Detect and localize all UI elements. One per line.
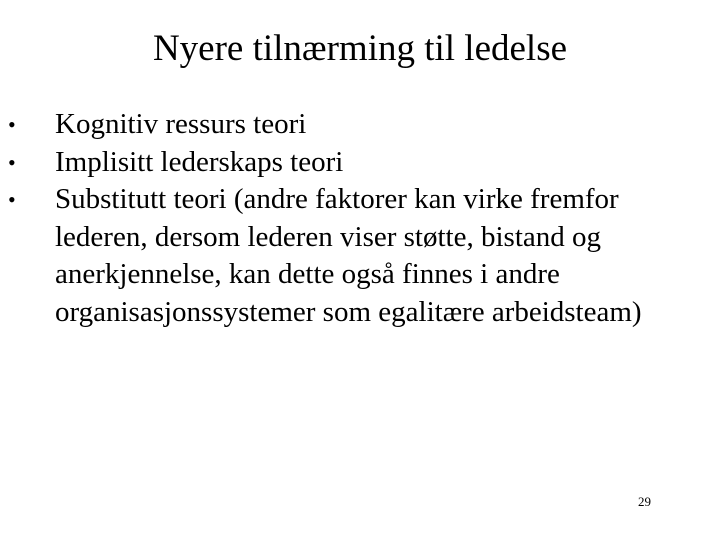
bullet-dot-icon: • — [8, 149, 16, 175]
bullet-item — [0, 144, 710, 182]
bullet-list — [0, 106, 710, 331]
bullet-text: Substitutt teori (andre faktorer kan virke fremfor lederen, dersom lederen viser støtte, bistand og anerkjennelse, kan dette også finnes i andre organisasjonssystemer som egalitære arbeidsteam) — [55, 183, 642, 328]
bullet-dot-icon: • — [8, 112, 16, 137]
page-number: 29 — [638, 494, 651, 509]
slide-title: Nyere tilnærming til ledelse — [152, 28, 568, 69]
bullet-text: Implisitt lederskaps teori — [55, 145, 344, 178]
bullet-item — [0, 181, 710, 331]
bullet-dot-icon: • — [8, 187, 16, 212]
bullet-text: Kognitiv ressurs teori — [55, 108, 307, 140]
bullet-item — [0, 106, 710, 144]
